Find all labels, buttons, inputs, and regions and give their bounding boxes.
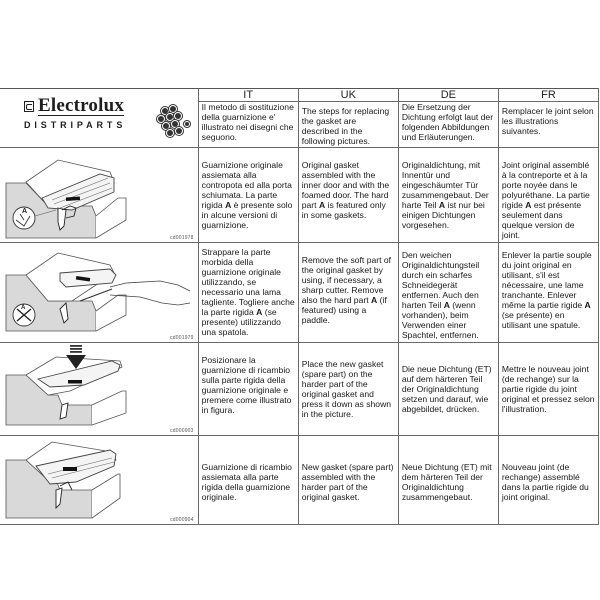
step-row [0,242,599,342]
step-4-text-fr: Nouveau joint (de rechange) assemblé dans la partie rigide du joint original. [498,435,598,524]
intro-cell-de [398,89,498,148]
brand-name: Electrolux [38,95,125,116]
intro-text-fr: Remplacer le joint selon les illustrations suivantes. [501,106,594,136]
gasket-assembled-illustration [0,148,198,242]
electrolux-distriparts-logo [24,97,126,130]
brand-subtitle: DISTRIPARTS [24,120,127,130]
step-1-figure [0,147,198,242]
step-2-text-uk: Remove the soft part of the original gasket by using, if necessary, a sharp cutter. Remove also the hard part A (if featured) using a paddle. [298,242,398,342]
header-row [0,89,599,148]
instruction-sheet [0,88,599,525]
language-header-de: DE [399,89,498,102]
step-1-text-uk: Original gasket assembled with the inner door and with the foamed door. The hard part A is featured only in some gaskets. [298,147,398,242]
intro-cell-uk [298,89,398,148]
step-2-text-it: Strappare la parte morbida della guarnizione originale utilizzando, se necessario una lama tagliente. Togliere anche la parte rigida A (se presente) utilizzando una spatola. [198,242,298,342]
step-3-text-de: Die neue Dichtung (ET) auf dem härteren Teil der Originaldichtung setzen und darauf, wie abgebildet, drücken. [398,342,498,435]
figure-code: cd001979 [170,334,194,341]
step-row [0,147,599,242]
step-1-text-it: Guarnizione originale assiemata alla contropota ed alla porta schiumata. La parte rigida A è presente solo in alcune versioni di guarnizione. [198,147,298,242]
language-header-fr: FR [499,89,598,102]
gasket-press-illustration [0,343,198,435]
step-row [0,435,599,524]
language-header-it: IT [199,89,298,102]
figure-code: cd001978 [170,234,194,241]
intro-text-uk: The steps for replacing the gasket are described in the following pictures. [301,106,390,146]
step-4-text-de: Neue Dichtung (ET) mit dem härteren Teil der Originaldichtung zusammengebaut. [398,435,498,524]
electrolux-e-icon [24,101,34,112]
gasket-removal-illustration [0,243,198,342]
step-3-text-it: Posizionare la guarnizione di ricambio sulla parte rigida della guarnizione originale e premere come illustrato in figura. [198,342,298,435]
step-3-text-uk: Place the new gasket (spare part) on the harder part of the original gasket and press it down as shown in the picture. [298,342,398,435]
figure-code: cd000904 [170,516,194,523]
intro-cell-it [198,89,298,148]
step-4-figure [0,435,198,524]
step-2-figure [0,242,198,342]
step-2-text-fr: Enlever la partie souple du joint original en utilisant, s'il est nécessaire, une lame tranchante. Enlever même la partie rigide A (se présente) en utilisant une spatule. [498,242,598,342]
step-3-figure [0,342,198,435]
step-2-text-de: Den weichen Originaldichtungsteil durch ein scharfes Schneidegerät entfernen. Auch den harten Teil A (wenn vorhanden), beim Verwenden einer Spachtel, entfernen. [398,242,498,342]
instruction-table [0,88,599,525]
figure-label-a: A [22,207,28,215]
figure-label-a: A [21,304,26,311]
gasket-final-illustration [0,436,198,524]
intro-text-de: Die Ersetzung der Dichtung erfolgt laut der folgenden Abbildungen und Erläuterungen. [401,102,494,142]
language-header-uk: UK [299,89,398,102]
figure-code: cd000903 [170,427,194,434]
intro-cell-fr [498,89,598,148]
step-row [0,342,599,435]
step-1-text-de: Originaldichtung, mit Innentür und eingeschäumter Tür zusammengebaut. Der harte Teil A ist nur bei einigen Dichtungen vorgesehen. [398,147,498,242]
step-4-text-it: Guarnizione di ricambio assiemata alla parte rigida della guarnizione originale. [198,435,298,524]
step-1-text-fr: Joint original assemblé à la contreporte et à la porte noyée dans le polyuréthane. La partie rigide A est présente seulement dans quelque version de joint. [498,147,598,242]
intro-text-it: Il metodo di sostituzione della guarnizione e' illustrato nei disegni che seguono. [201,102,294,142]
logo-cell [0,89,198,148]
step-3-text-fr: Mettre le nouveau joint (de rechange) sur la partie rigide du joint original et pressez selon l'illustration. [498,342,598,435]
step-4-text-uk: New gasket (spare part) assembled with the harder part of the original gasket. [298,435,398,524]
